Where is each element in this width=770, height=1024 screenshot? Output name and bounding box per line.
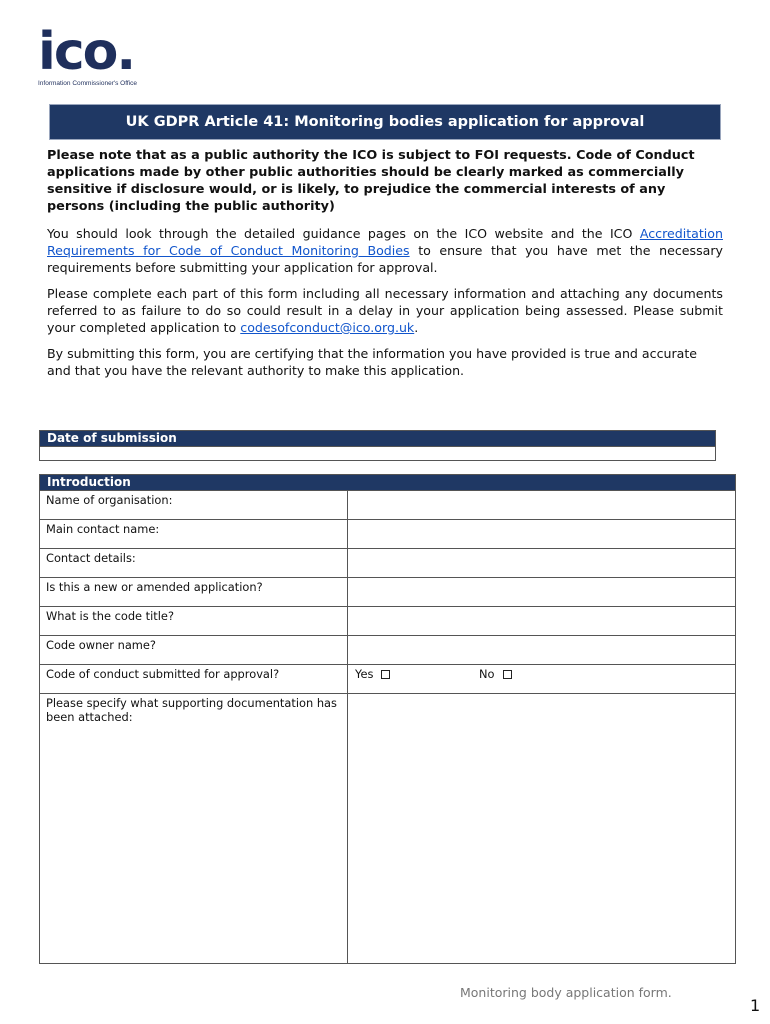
guidance-paragraph — [47, 225, 723, 276]
yes-option[interactable] — [355, 667, 390, 681]
supporting-docs-label: Please specify what supporting documentation has been attached: — [40, 694, 348, 963]
code-title-label: What is the code title? — [40, 607, 348, 635]
date-of-submission-table — [39, 430, 716, 461]
code-submitted-options — [348, 665, 735, 693]
guidance-text-after: to ensure that you have met the necessary requirements before submitting your application for approval. — [47, 243, 723, 275]
certification-paragraph: By submitting this form, you are certifying that the information you have provided is true and accurate and that you have the relevant authority to make this application. — [47, 346, 698, 378]
contact-name-label: Main contact name: — [40, 520, 348, 548]
application-type-label: Is this a new or amended application? — [40, 578, 348, 606]
table-row — [40, 490, 735, 519]
instructions-paragraph — [47, 285, 723, 336]
table-row — [40, 635, 735, 664]
email-link[interactable]: codesofconduct@ico.org.uk — [240, 320, 415, 335]
yes-checkbox[interactable] — [381, 670, 390, 679]
contact-details-field[interactable] — [348, 549, 735, 577]
contact-details-label: Contact details: — [40, 549, 348, 577]
footer-text: Monitoring body application form. — [460, 985, 672, 1000]
date-of-submission-heading: Date of submission — [40, 431, 715, 446]
organisation-name-label: Name of organisation: — [40, 491, 348, 519]
table-row — [40, 664, 735, 693]
instructions-text-before: Please complete each part of this form including all necessary information and attaching any documents referred to as failure to do so could result in a delay in your application being assessed. Please submit your completed application to — [47, 286, 723, 335]
no-label: No — [479, 667, 495, 681]
accreditation-requirements-link[interactable]: Accreditation Requirements for Code of Conduct Monitoring Bodies — [47, 226, 723, 258]
table-row — [40, 693, 735, 963]
supporting-docs-field[interactable] — [348, 694, 735, 963]
page-number: 1 — [750, 996, 761, 1015]
contact-name-field[interactable] — [348, 520, 735, 548]
table-row — [40, 519, 735, 548]
no-option[interactable] — [479, 667, 512, 681]
code-submitted-label: Code of conduct submitted for approval? — [40, 665, 348, 693]
ico-logo-mark: ico. — [38, 22, 135, 82]
yes-label: Yes — [355, 667, 374, 681]
date-of-submission-field[interactable] — [40, 446, 715, 460]
organisation-name-field[interactable] — [348, 491, 735, 519]
foi-note: Please note that as a public authority the ICO is subject to FOI requests. Code of Conduct applications made by other public authorities should be clearly marked as commercially sensitive if disclosure would, or is likely, to prejudice the commercial interests of any persons (including the public authority) — [47, 148, 695, 214]
ico-logo-subtitle: Information Commissioner's Office — [38, 80, 138, 87]
instructions-text-after: . — [414, 320, 419, 335]
guidance-text-before: You should look through the detailed guidance pages on the ICO website and the ICO — [47, 226, 640, 241]
table-row — [40, 577, 735, 606]
introduction-table — [39, 474, 736, 964]
form-title: UK GDPR Article 41: Monitoring bodies application for approval — [49, 104, 721, 140]
code-title-field[interactable] — [348, 607, 735, 635]
code-owner-field[interactable] — [348, 636, 735, 664]
no-checkbox[interactable] — [503, 670, 512, 679]
introduction-heading: Introduction — [40, 475, 735, 490]
table-row — [40, 606, 735, 635]
ico-logo — [38, 22, 148, 88]
application-type-field[interactable] — [348, 578, 735, 606]
code-owner-label: Code owner name? — [40, 636, 348, 664]
table-row — [40, 548, 735, 577]
